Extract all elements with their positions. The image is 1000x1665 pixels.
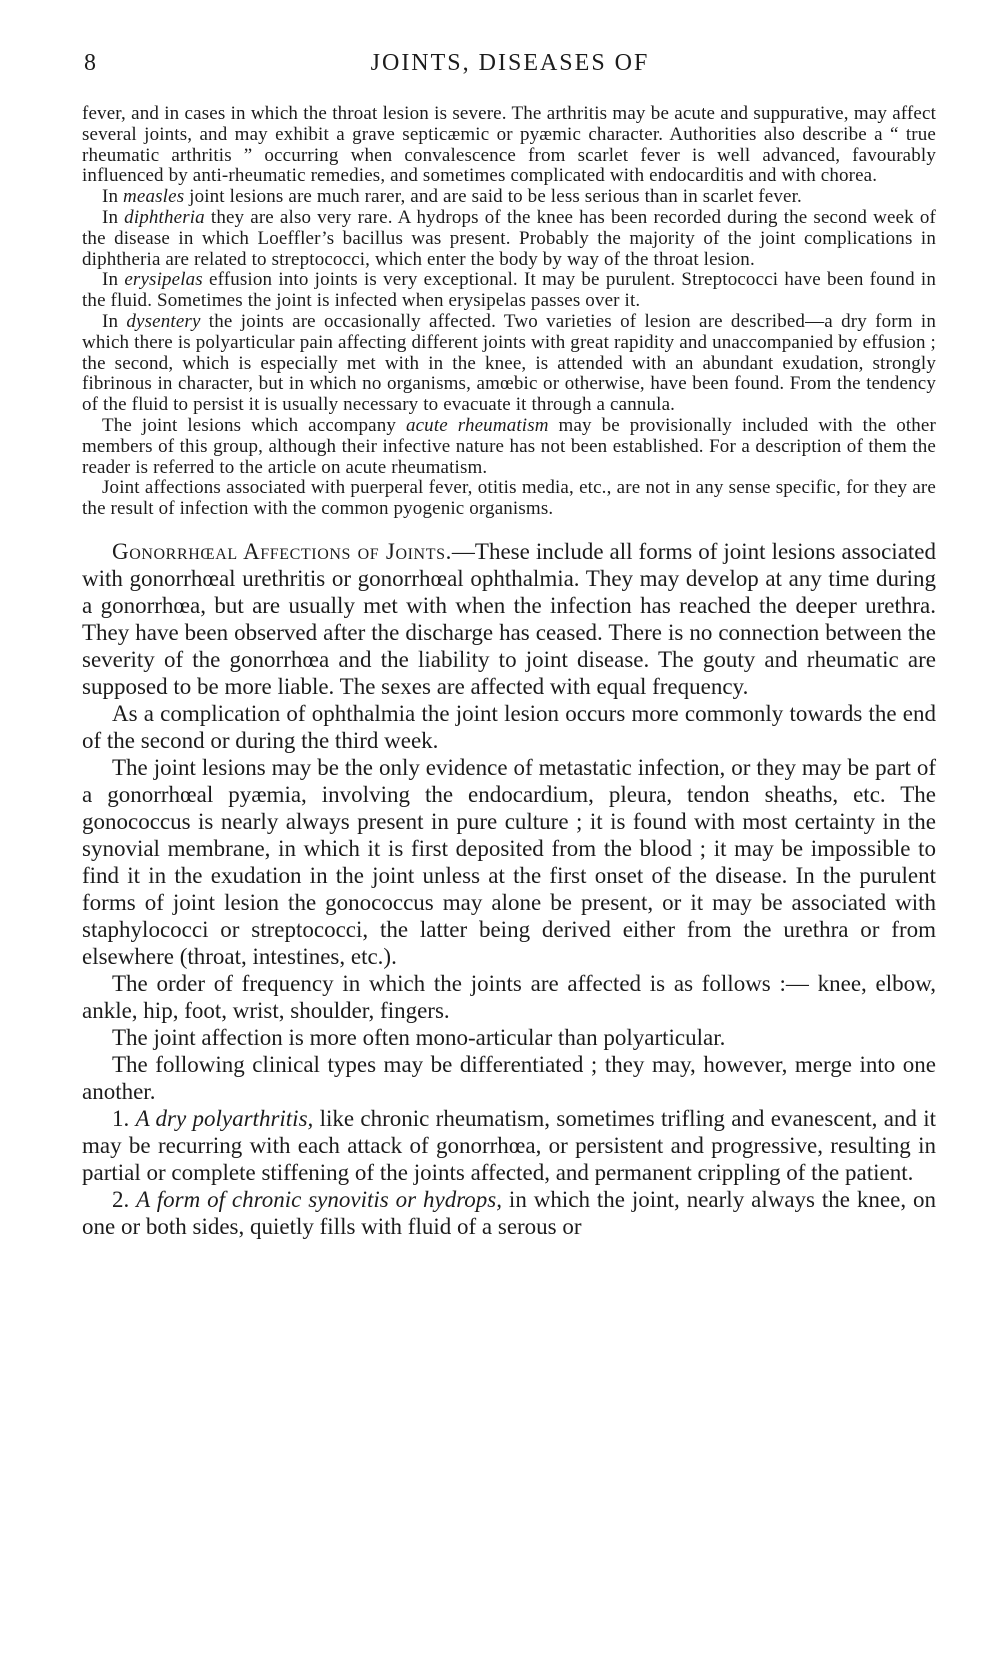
page-number: 8: [84, 50, 96, 76]
page-body: [82, 104, 936, 1240]
paragraph-diphtheria: In diphtheria they are also very rare. A hydrops of the knee has been recorded during the second week of the disease in which Loeffler’s bacillus was present. Probably the majority of the joint complications in diphtheria are related to streptococci, which enter the body by way of the throat lesion.: [82, 206, 936, 270]
paragraph: fever, and in cases in which the throat lesion is severe. The arthritis may be acute and suppurative, may affect several joints, and may exhibit a grave septicæmic or pyæmic character. Authorities also describe a “ true rheumatic arthritis ” occurring when convalescence from scarlet fever is well advanced, favourably influenced by anti-rheumatic remedies, and sometimes complicated with endocarditis and with chorea.: [82, 103, 936, 187]
section-heading: Gonorrhœal Affections of Joints.: [112, 538, 452, 564]
list-item-dry-polyarthritis: 1. A dry polyarthritis, like chronic rheumatism, sometimes trifling and evanescent, and it may be recurring with each attack of gonorrhœa, or persistent and progressive, resulting in partial or complete stiffening of the joints affected, and permanent crippling of the patient.: [82, 1105, 936, 1185]
paragraph-puerperal: Joint affections associated with puerperal fever, otitis media, etc., are not in any sense specific, for they are the result of infection with the common pyogenic organisms.: [82, 477, 936, 520]
paragraph-measles: In measles joint lesions are much rarer, and are said to be less serious than in scarlet fever.: [102, 186, 802, 208]
page-header: [84, 50, 936, 84]
small-print-section: [82, 104, 936, 520]
list-item-chronic-synovitis: 2. A form of chronic synovitis or hydrops, in which the joint, nearly always the knee, on one or both sides, quietly fills with fluid of a serous or: [82, 1186, 937, 1239]
paragraph: The following clinical types may be differentiated ; they may, however, merge into one another.: [82, 1051, 936, 1104]
paragraph: The order of frequency in which the joints are affected is as follows :— knee, elbow, ankle, hip, foot, wrist, shoulder, fingers.: [82, 970, 936, 1023]
paragraph: The joint affection is more often mono-articular than polyarticular.: [112, 1024, 726, 1050]
section-intro-paragraph: Gonorrhœal Affections of Joints.—These include all forms of joint lesions associated with gonorrhœal urethritis or gonorrhœal ophthalmia. They may develop at any time during a gonorrhœa, but are usually met with when the infection has reached the deeper urethra. They have been observed after the discharge has ceased. There is no connection between the severity of the gonorrhœa and the liability to joint disease. The gouty and rheumatic are supposed to be more liable. The sexes are affected with equal frequency.: [82, 538, 936, 699]
paragraph-dysentery: In dysentery the joints are occasionally affected. Two varieties of lesion are described—a dry form in which there is polyarticular pain affecting different joints with great rapidity and unaccompanied by effusion ; the second, which is especially met with in the knee, is attended with an abundant exudation, strongly fibrinous in character, but in which no organisms, amœbic or otherwise, have been found. From the tendency of the fluid to persist it is usually necessary to evacuate it through a cannula.: [82, 310, 936, 416]
gonorrhoeal-section: [82, 538, 936, 1240]
paragraph-acute-rheumatism: The joint lesions which accompany acute rheumatism may be provisionally included with the other members of this group, although their infective nature has not been established. For a description of them the reader is referred to the article on acute rheumatism.: [82, 414, 936, 478]
paragraph: The joint lesions may be the only evidence of metastatic infection, or they may be part of a gonorrhœal pyæmia, involving the endocardium, pleura, tendon sheaths, etc. The gonococcus is nearly always present in pure culture ; it is found with most certainty in the synovial membrane, in which it is first deposited from the blood ; it may be impossible to find it in the exudation in the joint unless at the first onset of the disease. In the purulent forms of joint lesion the gonococcus may alone be present, or it may be associated with staphylococci or streptococci, the latter being derived either from the urethra or from elsewhere (throat, intestines, etc.).: [82, 754, 936, 969]
paragraph-erysipelas: In erysipelas effusion into joints is very exceptional. It may be purulent. Streptococci have been found in the fluid. Sometimes the joint is infected when erysipelas passes over it.: [82, 269, 936, 312]
running-title: JOINTS, DISEASES OF: [370, 50, 650, 76]
paragraph: As a complication of ophthalmia the joint lesion occurs more commonly towards the end of the second or during the third week.: [82, 700, 936, 753]
